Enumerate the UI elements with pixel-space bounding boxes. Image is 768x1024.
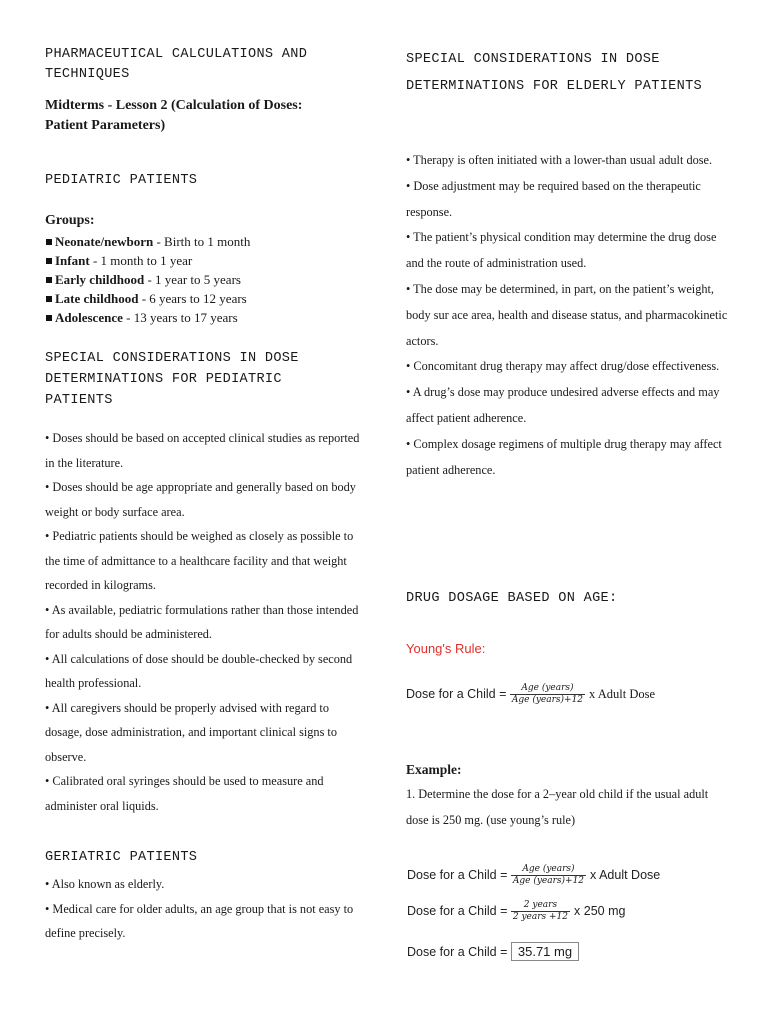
formula-lhs: Dose for a Child = [407,868,511,883]
fraction-numerator: 2 years [511,900,570,912]
group-item [45,308,250,327]
solution-figure [402,856,684,980]
bullet-item: • The dose may be determined, in part, on the patient’s weight, body sur ace area, health and disease status, and pharmacokinetic actors. [406,281,728,348]
formula-fraction [511,864,586,887]
solution-line-1 [407,864,660,887]
pediatric-heading: PEDIATRIC PATIENTS [45,173,198,188]
example-text: 1. Determine the dose for a 2–year old child if the usual adult dose is 250 mg. (use young’s rule) [406,787,709,827]
bullet-item: • Doses should be age appropriate and generally based on body weight or body surface area. [45,480,356,519]
bullet-item: • Pediatric patients should be weighed as closely as possible to the time of admittance to a healthcare facility and that weight recorded in kilograms. [45,529,354,592]
fraction-denominator: 2 years +12 [512,912,569,922]
square-bullet-icon [46,258,52,264]
square-bullet-icon [46,315,52,321]
bullet-item: • Dose adjustment may be required based on the therapeutic response. [406,178,701,219]
group-range: - Birth to 1 month [153,234,251,249]
square-bullet-icon [46,239,52,245]
formula-rhs: x Adult Dose [589,687,656,702]
square-bullet-icon [46,296,52,302]
group-name: Adolescence [55,310,123,325]
groups-label: Groups: [45,213,95,228]
group-item [45,270,250,289]
elderly-bullets [406,148,728,483]
groups-list [45,232,250,327]
document-title: PHARMACEUTICAL CALCULATIONS AND TECHNIQUES [45,47,308,82]
group-name: Early childhood [55,272,145,287]
fraction-numerator: Age (years) [510,683,585,695]
bullet-item: • Calibrated oral syringes should be used to measure and administer oral liquids. [45,774,324,813]
youngs-rule-title: Young's Rule: [406,641,486,656]
pediatric-bullets [45,426,363,818]
fraction-denominator: Age (years)+12 [511,695,584,705]
bullet-item: • Doses should be based on accepted clinical studies as reported in the literature. [45,431,360,470]
special-elderly-heading: SPECIAL CONSIDERATIONS IN DOSE DETERMINATIONS FOR ELDERLY PATIENTS [406,52,703,94]
fraction-numerator: Age (years) [511,864,586,876]
bullet-item: • As available, pediatric formulations rather than those intended for adults should be administered. [45,602,359,641]
formula-fraction [511,900,570,923]
group-range: - 1 year to 5 years [144,272,241,287]
result-box: 35.71 mg [511,942,579,961]
formula-rhs: x Adult Dose [590,868,661,883]
solution-line-3 [407,942,579,961]
bullet-item: • All caregivers should be properly advised with regard to dosage, dose administration, and important clinical signs to observe. [45,700,337,764]
group-range: - 13 years to 17 years [122,310,238,325]
geriatric-heading: GERIATRIC PATIENTS [45,850,198,865]
group-range: - 6 years to 12 years [138,291,247,306]
bullet-item: • Also known as elderly. [45,877,165,891]
youngs-rule-formula [406,683,655,706]
group-item [45,232,250,251]
formula-lhs: Dose for a Child = [407,904,511,919]
group-name: Infant [55,253,90,268]
bullet-item: • Concomitant drug therapy may affect drug/dose effectiveness. [406,359,720,374]
group-range: - 1 month to 1 year [89,253,193,268]
bullet-item: • Medical care for older adults, an age group that is not easy to define precisely. [45,901,354,940]
bullet-item: • All calculations of dose should be double-checked by second health professional. [45,651,353,690]
group-item [45,289,250,308]
fraction-denominator: Age (years)+12 [512,876,585,886]
bullet-item: • Complex dosage regimens of multiple drug therapy may affect patient adherence. [406,436,722,477]
group-item [45,251,250,270]
group-name: Neonate/newborn [55,234,154,249]
special-pediatric-heading: SPECIAL CONSIDERATIONS IN DOSE DETERMINATIONS FOR PEDIATRIC PATIENTS [45,351,299,408]
example-label: Example: [406,762,462,777]
geriatric-bullets [45,872,363,946]
group-name: Late childhood [55,291,139,306]
solution-line-2 [407,900,625,923]
formula-lhs: Dose for a Child = [406,687,510,702]
square-bullet-icon [46,277,52,283]
youngs-rule-figure [402,632,658,734]
bullet-item: • Therapy is often initiated with a lower-than usual adult dose. [406,153,713,167]
lesson-subtitle: Midterms - Lesson 2 (Calculation of Doses: Patient Parameters) [45,98,303,133]
bullet-item: • The patient’s physical condition may determine the drug dose and the route of administration used. [406,230,717,271]
bullet-item: • A drug’s dose may produce undesired adverse effects and may affect patient adherence. [406,385,720,425]
dosage-age-heading: DRUG DOSAGE BASED ON AGE: [406,591,618,606]
formula-lhs: Dose for a Child = [407,945,511,959]
formula-rhs: x 250 mg [574,904,626,919]
formula-fraction [510,683,585,706]
